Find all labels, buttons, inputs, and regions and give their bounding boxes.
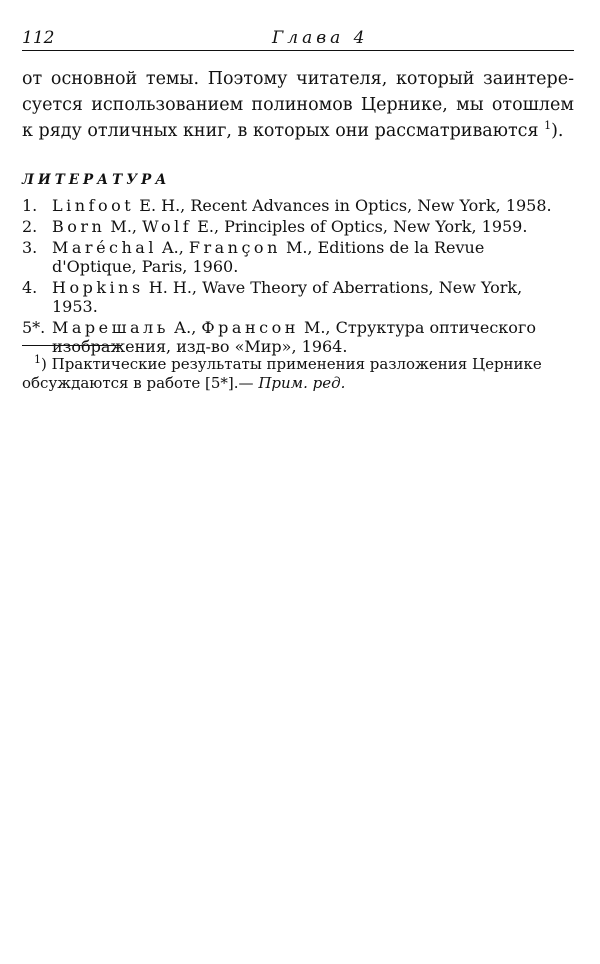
reference-continuation: изображения, изд-во «Мир», 1964. [52, 337, 348, 356]
page-number: 112 [22, 28, 55, 48]
footnote-text: обсуждаются в работе [5*].— [22, 374, 259, 392]
reference-text: E., Principles of Optics, New York, 1959. [192, 217, 528, 236]
body-paragraph [22, 66, 574, 144]
reference-text: H. H., Wave Theory of Aberrations, New York, [143, 278, 523, 297]
reference-text: M., Editions de la Revue [280, 238, 485, 257]
footnote [22, 355, 574, 393]
footnote-rule [22, 345, 122, 346]
reference-text: M., [105, 217, 143, 236]
footnote-line [22, 355, 574, 374]
reference-author: Born [52, 217, 106, 236]
body-line-end: ). [551, 121, 564, 141]
reference-author: Hopkins [52, 278, 144, 297]
reference-text: A., [156, 238, 189, 257]
body-line [22, 118, 574, 144]
reference-item [22, 196, 574, 215]
reference-author: Françon [188, 238, 281, 257]
reference-author: Марешаль [52, 318, 169, 337]
footnote-line [22, 374, 574, 393]
reference-item [22, 318, 574, 356]
editor-note: Прим. ред. [258, 374, 346, 392]
reference-line [52, 278, 574, 297]
reference-author: Wolf [142, 217, 193, 236]
references-list [22, 196, 574, 358]
reference-number: 2. [22, 217, 38, 236]
reference-continuation: 1953. [52, 297, 98, 316]
reference-item [22, 238, 574, 276]
reference-continuation: d'Optique, Paris, 1960. [52, 257, 239, 276]
reference-line [52, 217, 574, 236]
footnote-marker: 1 [34, 353, 41, 366]
reference-text: E. H., Recent Advances in Optics, New York, 1958. [134, 196, 552, 215]
page-header [22, 28, 574, 52]
reference-author: Linfoot [52, 196, 135, 215]
reference-number: 5*. [22, 318, 46, 337]
footnote-text: ) Практические результаты применения разложения Цернике [41, 355, 542, 373]
reference-item [22, 278, 574, 316]
reference-author: Франсон [201, 318, 299, 337]
body-line: от основной темы. Поэтому читателя, который заинтере- [22, 69, 574, 89]
running-title: Глава 4 [272, 28, 369, 48]
reference-number: 3. [22, 238, 38, 257]
body-line: суется использованием полиномов Цернике, мы отошлем [22, 95, 574, 115]
reference-text: А., [168, 318, 202, 337]
reference-line [52, 238, 574, 257]
header-rule [22, 50, 574, 51]
body-line-text: к ряду отличных книг, в которых они рассматриваются [22, 121, 539, 141]
reference-item [22, 217, 574, 236]
reference-author: Maréchal [52, 238, 157, 257]
references-heading: ЛИТЕРАТУРА [22, 172, 171, 188]
reference-text: М., Структура оптического [298, 318, 536, 337]
reference-number: 4. [22, 278, 38, 297]
reference-line [52, 318, 574, 337]
footnote-reference: 1 [544, 119, 552, 133]
reference-number: 1. [22, 196, 38, 215]
reference-line [52, 196, 574, 215]
